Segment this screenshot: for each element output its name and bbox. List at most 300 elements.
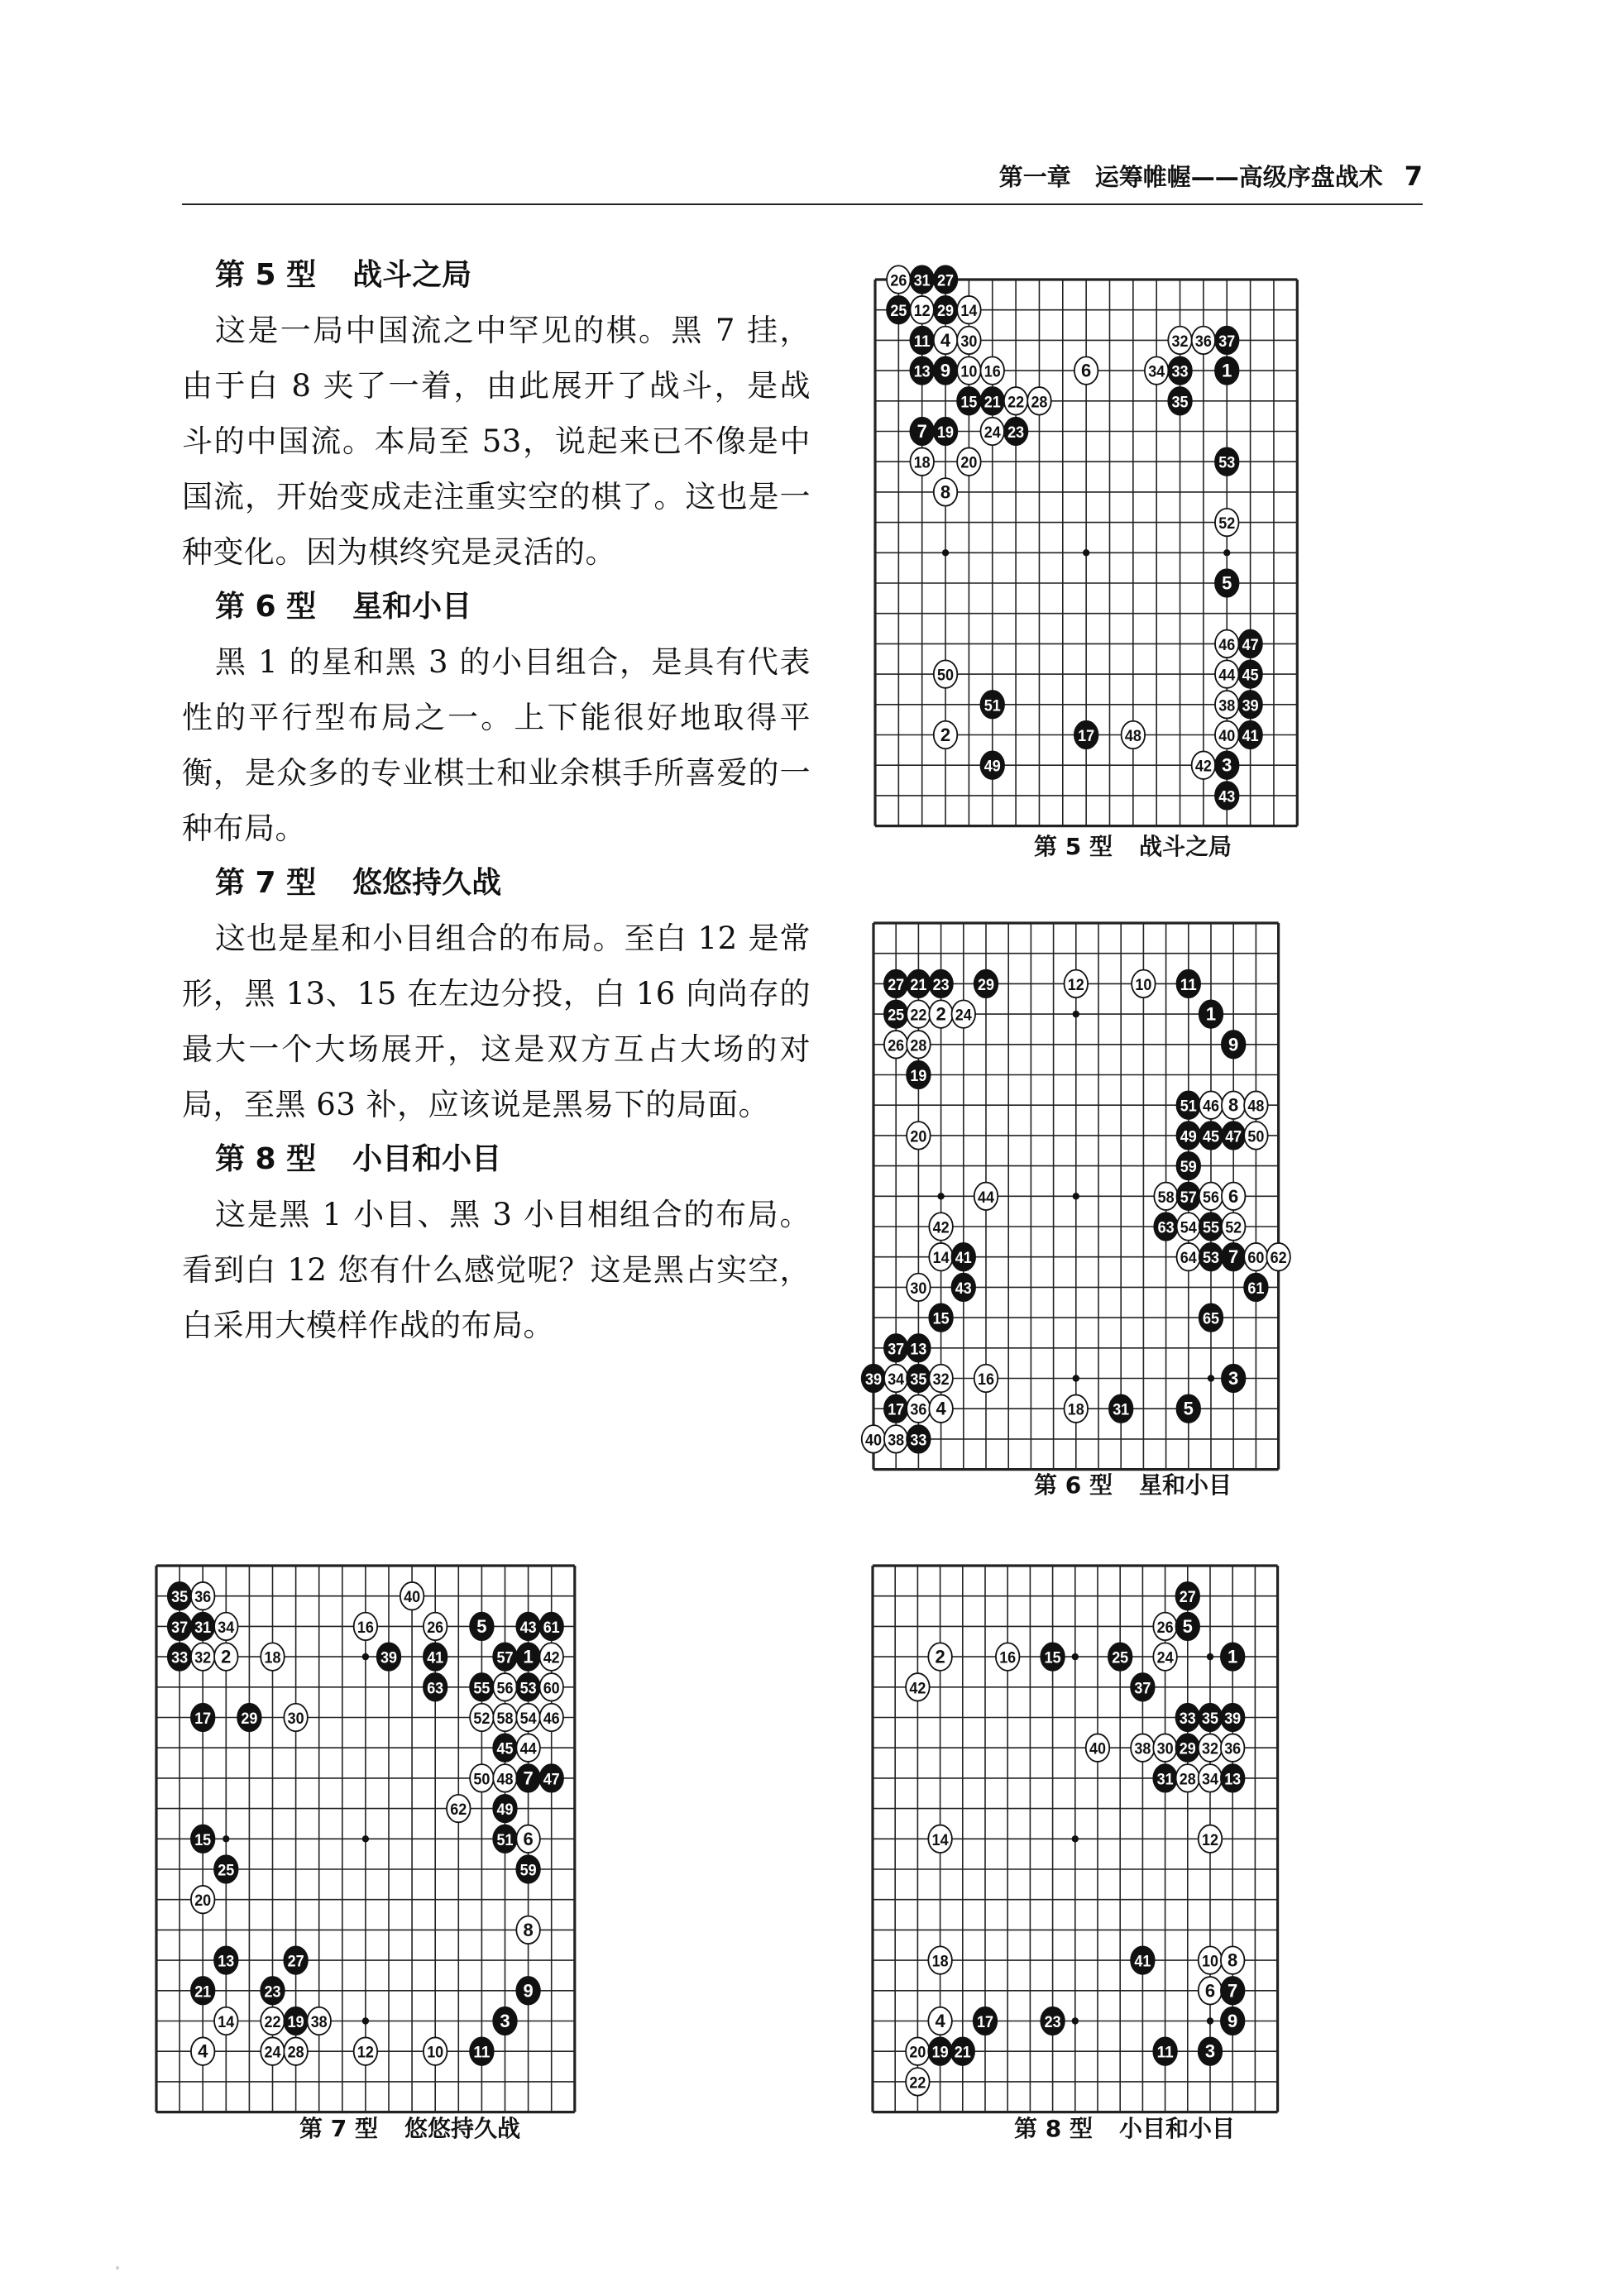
- go-diagram-8: [856, 1549, 1295, 2129]
- move-number: 40: [864, 1432, 882, 1450]
- go-diagram-7: [140, 1549, 591, 2129]
- go-diagram-6: [857, 906, 1295, 1486]
- black-stone: [1199, 1000, 1223, 1027]
- black-stone: [910, 356, 934, 384]
- star-point: [1073, 1193, 1079, 1199]
- black-stone: [1177, 1091, 1201, 1118]
- move-number: 2: [221, 1646, 232, 1667]
- white-stone: [907, 1394, 931, 1422]
- white-stone: [1168, 327, 1192, 354]
- black-stone: [1221, 1704, 1245, 1731]
- white-stone: [906, 1673, 930, 1700]
- move-number: 27: [1179, 1589, 1196, 1607]
- black-stone: [470, 1673, 494, 1700]
- move-number: 35: [171, 1589, 189, 1607]
- black-stone: [261, 1977, 285, 2004]
- black-stone: [1153, 1764, 1177, 1791]
- white-stone: [1176, 1764, 1200, 1791]
- white-stone: [887, 265, 911, 293]
- black-stone: [1221, 2007, 1245, 2035]
- black-stone: [1238, 721, 1262, 749]
- white-stone: [214, 1613, 238, 1640]
- move-number: 51: [496, 1831, 514, 1849]
- white-stone: [928, 1946, 952, 1973]
- move-number: 11: [913, 332, 931, 351]
- move-number: 38: [310, 2013, 328, 2031]
- white-stone: [1192, 327, 1216, 354]
- move-number: 26: [890, 272, 907, 290]
- black-stone: [907, 970, 931, 997]
- white-stone: [261, 2037, 285, 2064]
- white-stone: [1221, 1734, 1245, 1761]
- move-number: 34: [218, 1619, 235, 1637]
- move-number: 36: [1224, 1740, 1242, 1758]
- black-stone: [974, 2007, 998, 2035]
- move-number: 19: [910, 1067, 927, 1085]
- move-number: 17: [888, 1401, 905, 1419]
- black-stone: [1221, 1977, 1245, 2004]
- go-board-svg: [140, 1549, 591, 2129]
- black-stone: [907, 1334, 931, 1361]
- white-stone: [929, 1000, 953, 1027]
- move-number: 57: [1180, 1189, 1197, 1207]
- white-stone: [1215, 691, 1239, 718]
- move-number: 41: [955, 1250, 973, 1268]
- white-stone: [284, 1704, 308, 1731]
- star-point: [223, 1835, 229, 1842]
- move-number: 22: [1007, 394, 1025, 412]
- black-stone: [974, 970, 998, 997]
- move-number: 35: [910, 1370, 927, 1389]
- move-number: 62: [450, 1801, 467, 1820]
- white-stone: [1199, 1734, 1223, 1761]
- move-number: 45: [1202, 1128, 1220, 1146]
- move-number: 35: [1171, 394, 1189, 412]
- black-stone: [907, 1061, 931, 1088]
- move-number: 19: [287, 2013, 304, 2031]
- star-point: [1083, 549, 1089, 556]
- white-stone: [934, 721, 958, 749]
- white-stone: [906, 2068, 930, 2095]
- move-number: 29: [241, 1710, 258, 1728]
- move-number: 9: [940, 360, 951, 381]
- move-number: 4: [940, 329, 951, 351]
- move-number: 60: [1247, 1250, 1265, 1268]
- move-number: 39: [1224, 1710, 1242, 1728]
- move-number: 14: [932, 1250, 950, 1268]
- black-stone: [1004, 418, 1028, 445]
- section-label: 第 6 型: [215, 590, 317, 624]
- move-number: 55: [473, 1680, 491, 1698]
- black-stone: [214, 1946, 238, 1973]
- move-number: 7: [1228, 1246, 1239, 1268]
- black-stone: [516, 1977, 540, 2004]
- black-stone: [1244, 1274, 1268, 1301]
- move-number: 24: [1156, 1649, 1175, 1667]
- move-number: 50: [473, 1771, 491, 1789]
- move-number: 6: [1081, 360, 1092, 381]
- move-number: 18: [913, 454, 931, 472]
- move-number: 26: [888, 1037, 905, 1055]
- diagram-caption-5: [1034, 829, 1232, 862]
- black-stone: [493, 1825, 517, 1853]
- white-stone: [1004, 387, 1028, 414]
- white-stone: [214, 1643, 238, 1670]
- black-stone: [1222, 1243, 1246, 1270]
- caption-title: 战斗之局: [1138, 833, 1232, 860]
- move-number: 28: [1179, 1771, 1196, 1789]
- move-number: 10: [427, 2044, 444, 2062]
- move-number: 46: [1202, 1098, 1219, 1116]
- move-number: 15: [932, 1310, 950, 1328]
- black-stone: [168, 1582, 192, 1610]
- move-number: 15: [194, 1831, 212, 1849]
- section-label: 第 7 型: [215, 866, 317, 900]
- black-stone: [493, 1795, 517, 1822]
- black-stone: [424, 1673, 447, 1700]
- black-stone: [1215, 447, 1239, 475]
- black-stone: [1131, 1946, 1155, 1973]
- white-stone: [974, 1365, 998, 1392]
- move-number: 18: [264, 1649, 281, 1667]
- black-stone: [1176, 1734, 1200, 1761]
- star-point: [1072, 2017, 1079, 2024]
- black-stone: [516, 1643, 540, 1670]
- diagram-caption-8: [1014, 2111, 1235, 2144]
- move-number: 11: [473, 2044, 491, 2062]
- move-number: 39: [380, 1649, 397, 1667]
- black-stone: [1177, 1394, 1201, 1422]
- black-stone: [1215, 327, 1239, 354]
- move-number: 46: [543, 1710, 560, 1728]
- move-number: 9: [1228, 1034, 1239, 1055]
- move-number: 42: [1194, 758, 1212, 776]
- white-stone: [1153, 1613, 1177, 1640]
- go-diagram-5: [859, 263, 1314, 843]
- section-body-7: 这也是星和小目组合的布局。至白 12 是常形，黑 13、15 在左边分投，白 16 向尚存的最大一个大场展开，这是双方互占大场的对局，至黑 63 补，应该说是黑易下的局面。: [182, 921, 811, 1122]
- black-stone: [516, 1673, 540, 1700]
- move-number: 13: [1224, 1771, 1242, 1789]
- black-stone: [1215, 751, 1239, 778]
- move-number: 1: [523, 1646, 534, 1667]
- white-stone: [261, 2007, 285, 2035]
- black-stone: [1176, 1704, 1200, 1731]
- white-stone: [957, 356, 981, 384]
- move-number: 43: [1218, 788, 1236, 806]
- move-number: 17: [976, 2013, 993, 2031]
- move-number: 54: [519, 1710, 538, 1728]
- white-stone: [957, 447, 981, 475]
- move-number: 3: [1222, 754, 1232, 776]
- white-stone: [1266, 1243, 1290, 1270]
- move-number: 35: [1201, 1710, 1219, 1728]
- black-stone: [910, 327, 934, 354]
- section-body-8: 这是黑 1 小目、黑 3 小目相组合的布局。看到白 12 您有什么感觉呢？这是黑占实空，白采用大模样作战的布局。: [182, 1197, 811, 1343]
- move-number: 11: [1156, 2044, 1175, 2062]
- white-stone: [1192, 751, 1216, 778]
- star-point: [362, 1835, 369, 1842]
- black-stone: [237, 1704, 261, 1731]
- section-label: 第 5 型: [215, 258, 317, 292]
- black-stone: [1168, 356, 1192, 384]
- black-stone: [929, 970, 953, 997]
- black-stone: [1199, 1303, 1223, 1331]
- black-stone: [1238, 660, 1262, 687]
- white-stone: [1222, 1213, 1246, 1240]
- black-stone: [910, 418, 934, 445]
- black-stone: [1215, 356, 1239, 384]
- move-number: 18: [931, 1953, 949, 1971]
- move-number: 12: [1201, 1831, 1218, 1849]
- white-stone: [493, 1673, 517, 1700]
- move-number: 12: [357, 2044, 374, 2062]
- black-stone: [284, 2007, 308, 2035]
- move-number: 21: [983, 394, 1002, 412]
- move-number: 41: [1242, 727, 1260, 745]
- move-number: 13: [910, 1341, 927, 1359]
- diagram-caption-7: [299, 2111, 520, 2144]
- star-point: [937, 1193, 944, 1199]
- section-heading-6: [215, 580, 811, 634]
- black-stone: [1168, 387, 1192, 414]
- move-number: 20: [960, 454, 978, 472]
- black-stone: [168, 1613, 192, 1640]
- black-stone: [493, 1643, 517, 1670]
- move-number: 28: [287, 2044, 304, 2062]
- move-number: 33: [1179, 1710, 1196, 1728]
- move-number: 33: [1171, 363, 1189, 381]
- black-stone: [1041, 1643, 1065, 1670]
- white-stone: [929, 1365, 953, 1392]
- move-number: 44: [1218, 667, 1236, 685]
- move-number: 20: [194, 1892, 212, 1911]
- move-number: 16: [983, 363, 1001, 381]
- black-stone: [910, 265, 934, 293]
- move-number: 52: [1225, 1219, 1242, 1237]
- move-number: 40: [404, 1589, 421, 1607]
- black-stone: [539, 1613, 563, 1640]
- move-number: 32: [194, 1649, 212, 1667]
- move-number: 32: [1171, 332, 1189, 351]
- go-board-svg: [857, 906, 1295, 1486]
- black-stone: [952, 1243, 976, 1270]
- move-number: 8: [523, 1919, 534, 1940]
- white-stone: [1177, 1243, 1201, 1270]
- white-stone: [957, 296, 981, 323]
- move-number: 7: [1228, 1980, 1238, 2002]
- black-stone: [214, 1855, 238, 1882]
- white-stone: [1215, 721, 1239, 749]
- white-stone: [884, 1365, 908, 1392]
- section-body-6: 黑 1 的星和黑 3 的小目组合，是具有代表性的平行型布局之一。上下能很好地取得平衡，是众多的专业棋士和业余棋手所喜爱的一种布局。: [182, 644, 811, 846]
- white-stone: [1222, 1183, 1246, 1210]
- move-number: 29: [977, 976, 994, 994]
- move-number: 6: [1204, 1980, 1216, 2002]
- white-stone: [1244, 1091, 1268, 1118]
- white-stone: [493, 1704, 517, 1731]
- white-stone: [307, 2007, 331, 2035]
- move-number: 25: [218, 1862, 235, 1880]
- move-number: 64: [1180, 1250, 1198, 1268]
- move-number: 21: [194, 1983, 212, 2002]
- white-stone: [493, 1764, 517, 1791]
- move-number: 10: [1201, 1953, 1218, 1971]
- move-number: 23: [932, 976, 950, 994]
- star-point: [362, 2017, 369, 2024]
- white-stone: [1221, 1946, 1245, 1973]
- caption-title: 星和小目: [1138, 1471, 1232, 1499]
- move-number: 47: [1225, 1128, 1242, 1146]
- move-number: 58: [1157, 1189, 1175, 1207]
- white-stone: [1122, 721, 1146, 749]
- black-stone: [934, 418, 958, 445]
- move-number: 1: [1222, 360, 1232, 381]
- black-stone: [1108, 1643, 1132, 1670]
- white-stone: [928, 1825, 952, 1853]
- move-number: 24: [264, 2044, 281, 2062]
- white-stone: [862, 1425, 886, 1452]
- section-title: 星和小目: [352, 590, 472, 624]
- move-number: 14: [960, 303, 978, 321]
- black-stone: [168, 1643, 192, 1670]
- page-number: 7: [1404, 160, 1423, 192]
- move-number: 6: [523, 1828, 534, 1849]
- move-number: 13: [218, 1953, 235, 1971]
- move-number: 53: [519, 1680, 537, 1698]
- white-stone: [929, 1213, 953, 1240]
- white-stone: [952, 1000, 976, 1027]
- move-number: 48: [1247, 1098, 1265, 1116]
- move-number: 23: [1044, 2013, 1061, 2031]
- section-title: 战斗之局: [352, 258, 472, 292]
- move-number: 48: [1124, 727, 1141, 745]
- move-number: 33: [171, 1649, 189, 1667]
- black-stone: [980, 387, 1004, 414]
- black-stone: [928, 2037, 952, 2064]
- black-stone: [493, 2007, 517, 2035]
- move-number: 17: [194, 1710, 212, 1728]
- white-stone: [957, 327, 981, 354]
- black-stone: [1109, 1394, 1133, 1422]
- move-number: 61: [543, 1619, 561, 1637]
- black-stone: [1153, 2037, 1177, 2064]
- black-stone: [1041, 2007, 1065, 2035]
- white-stone: [516, 1825, 540, 1853]
- move-number: 21: [910, 976, 927, 994]
- black-stone: [1221, 1643, 1245, 1670]
- move-number: 47: [543, 1771, 560, 1789]
- black-stone: [284, 1946, 308, 1973]
- caption-label: 第 5 型: [1034, 833, 1113, 860]
- move-number: 17: [1078, 727, 1095, 745]
- white-stone: [424, 2037, 447, 2064]
- move-number: 25: [888, 1007, 905, 1025]
- white-stone: [1199, 1825, 1223, 1853]
- move-number: 41: [427, 1649, 444, 1667]
- move-number: 43: [955, 1280, 972, 1298]
- white-stone: [907, 1031, 931, 1058]
- black-stone: [951, 2037, 975, 2064]
- black-stone: [907, 1425, 931, 1452]
- move-number: 12: [1067, 976, 1084, 994]
- black-stone: [1199, 1243, 1223, 1270]
- move-number: 31: [1156, 1771, 1175, 1789]
- section-heading-7: [215, 856, 811, 911]
- white-stone: [1244, 1243, 1268, 1270]
- move-number: 4: [936, 1398, 946, 1419]
- white-stone: [1215, 660, 1239, 687]
- white-stone: [1199, 1091, 1223, 1118]
- black-stone: [470, 2037, 494, 2064]
- move-number: 25: [1112, 1649, 1129, 1667]
- black-stone: [907, 1365, 931, 1392]
- go-board-svg: [856, 1549, 1295, 2129]
- black-stone: [1221, 1764, 1245, 1791]
- white-stone: [884, 1425, 908, 1452]
- move-number: 34: [1148, 363, 1165, 381]
- move-number: 38: [1134, 1740, 1151, 1758]
- move-number: 52: [473, 1710, 491, 1728]
- move-number: 47: [1242, 636, 1259, 654]
- text-column: [182, 248, 811, 1353]
- black-stone: [952, 1274, 976, 1301]
- move-number: 19: [937, 423, 955, 442]
- move-number: 43: [519, 1619, 537, 1637]
- move-number: 20: [909, 2044, 926, 2062]
- move-number: 30: [910, 1280, 927, 1298]
- black-stone: [1238, 630, 1262, 658]
- white-stone: [1215, 509, 1239, 536]
- move-number: 44: [519, 1740, 538, 1758]
- black-stone: [1238, 691, 1262, 718]
- white-stone: [1154, 1183, 1178, 1210]
- black-stone: [1222, 1031, 1246, 1058]
- black-stone: [516, 1613, 540, 1640]
- move-number: 2: [936, 1003, 946, 1025]
- move-number: 19: [931, 2044, 949, 2062]
- black-stone: [493, 1734, 517, 1761]
- white-stone: [1065, 970, 1089, 997]
- black-stone: [887, 296, 911, 323]
- move-number: 3: [1228, 1367, 1239, 1389]
- black-stone: [377, 1643, 401, 1670]
- black-stone: [884, 1000, 908, 1027]
- white-stone: [214, 2007, 238, 2035]
- black-stone: [1177, 1152, 1201, 1179]
- white-stone: [1153, 1734, 1177, 1761]
- star-point: [1207, 2017, 1213, 2024]
- black-stone: [1199, 1704, 1223, 1731]
- star-point: [1223, 549, 1230, 556]
- move-number: 9: [1228, 2010, 1238, 2031]
- move-number: 23: [264, 1983, 281, 2002]
- move-number: 23: [1007, 423, 1025, 442]
- white-stone: [261, 1643, 285, 1670]
- star-point: [1073, 1375, 1079, 1381]
- white-stone: [974, 1183, 998, 1210]
- move-number: 37: [888, 1341, 905, 1359]
- move-number: 26: [1156, 1619, 1174, 1637]
- white-stone: [980, 356, 1004, 384]
- move-number: 49: [1180, 1128, 1197, 1146]
- move-number: 63: [427, 1680, 444, 1698]
- section-label: 第 8 型: [215, 1142, 317, 1176]
- white-stone: [1222, 1091, 1246, 1118]
- star-point: [942, 549, 949, 556]
- black-stone: [516, 1764, 540, 1791]
- white-stone: [1177, 1213, 1201, 1240]
- move-number: 5: [1222, 572, 1232, 594]
